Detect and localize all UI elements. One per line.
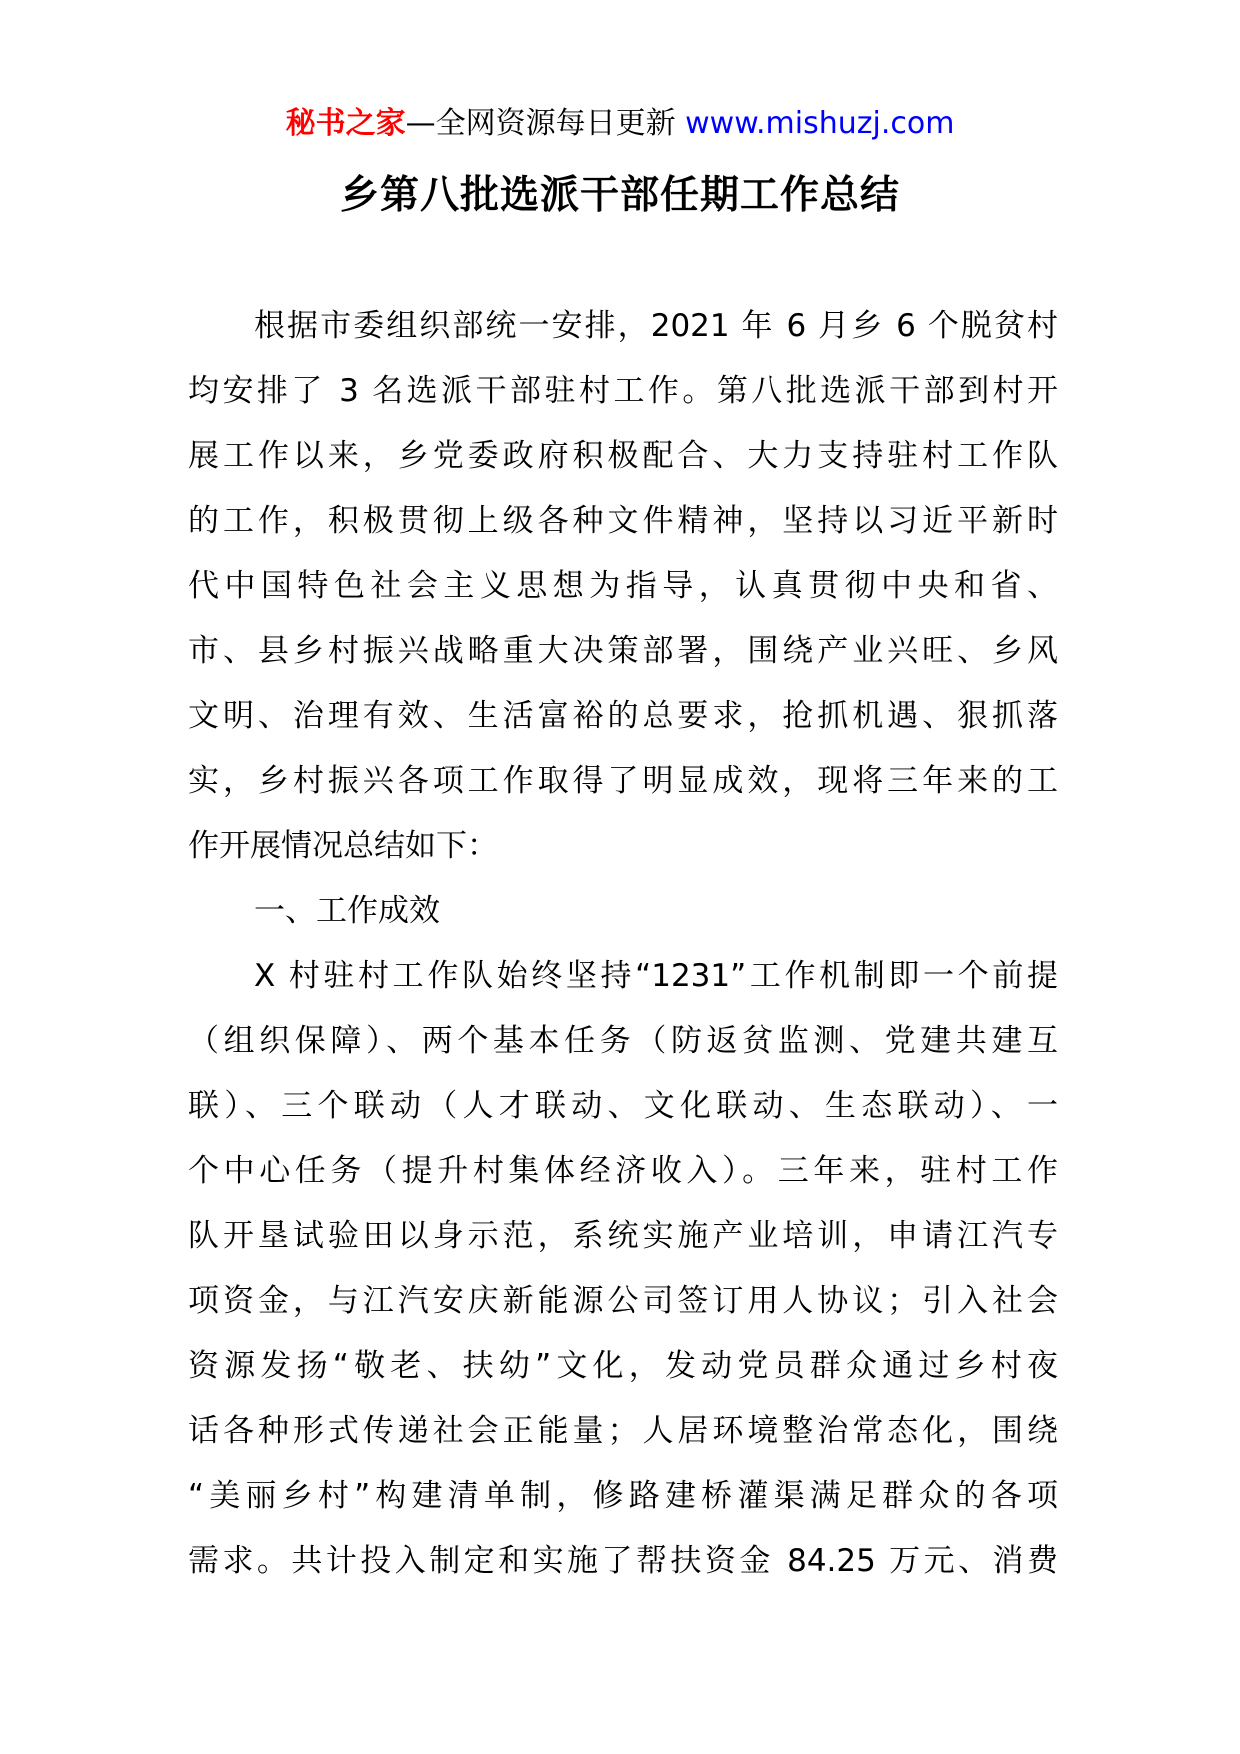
- banner-slogan: —全网资源每日更新: [405, 106, 686, 141]
- document-body: [188, 294, 1058, 1594]
- paragraph-line: 展工作以来，乡党委政府积极配合、大力支持驻村工作队: [188, 438, 1058, 474]
- paragraph-line: X 村驻村工作队始终坚持“1231”工作机制即一个前提: [254, 958, 1058, 994]
- paragraph-line: 代中国特色社会主义思想为指导，认真贯彻中央和省、: [188, 568, 1058, 604]
- paragraph-line: 市、县乡村振兴战略重大决策部署，围绕产业兴旺、乡风: [188, 633, 1058, 669]
- paragraph-line: 需求。共计投入制定和实施了帮扶资金 84.25 万元、消费: [188, 1543, 1058, 1579]
- paragraph-line: 话各种形式传递社会正能量；人居环境整治常态化，围绕: [188, 1413, 1058, 1449]
- paragraph-line: 的工作，积极贯彻上级各种文件精神，坚持以习近平新时: [188, 503, 1058, 539]
- brand-name: 秘书之家: [285, 106, 406, 141]
- paragraph-line: 均安排了 3 名选派干部驻村工作。第八批选派干部到村开: [188, 373, 1058, 409]
- paragraph-line: 实，乡村振兴各项工作取得了明显成效，现将三年来的工: [188, 763, 1058, 799]
- paragraph-line: 队开垦试验田以身示范，系统实施产业培训，申请江汽专: [188, 1218, 1058, 1254]
- paragraph-line: 根据市委组织部统一安排，2021 年 6 月乡 6 个脱贫村: [254, 308, 1058, 344]
- site-banner: [0, 104, 1240, 144]
- paragraph-line: 个中心任务（提升村集体经济收入）。三年来，驻村工作: [188, 1153, 1058, 1189]
- paragraph-line: （组织保障）、两个基本任务（防返贫监测、党建共建互: [188, 1023, 1058, 1059]
- site-url-link[interactable]: www.mishuzj.com: [685, 106, 955, 141]
- document-title: 乡第八批选派干部任期工作总结: [339, 173, 900, 218]
- paragraph-line: 项资金，与江汽安庆新能源公司签订用人协议；引入社会: [188, 1283, 1058, 1319]
- paragraph-line: 资源发扬“敬老、扶幼”文化，发动党员群众通过乡村夜: [188, 1348, 1058, 1384]
- section-heading: 一、工作成效: [254, 893, 440, 929]
- paragraph-line: 文明、治理有效、生活富裕的总要求，抢抓机遇、狠抓落: [188, 698, 1058, 734]
- paragraph-line: “美丽乡村”构建清单制，修路建桥灌渠满足群众的各项: [188, 1478, 1058, 1514]
- paragraph-line: 联）、三个联动（人才联动、文化联动、生态联动）、一: [188, 1088, 1058, 1124]
- paragraph-line: 作开展情况总结如下：: [188, 828, 498, 864]
